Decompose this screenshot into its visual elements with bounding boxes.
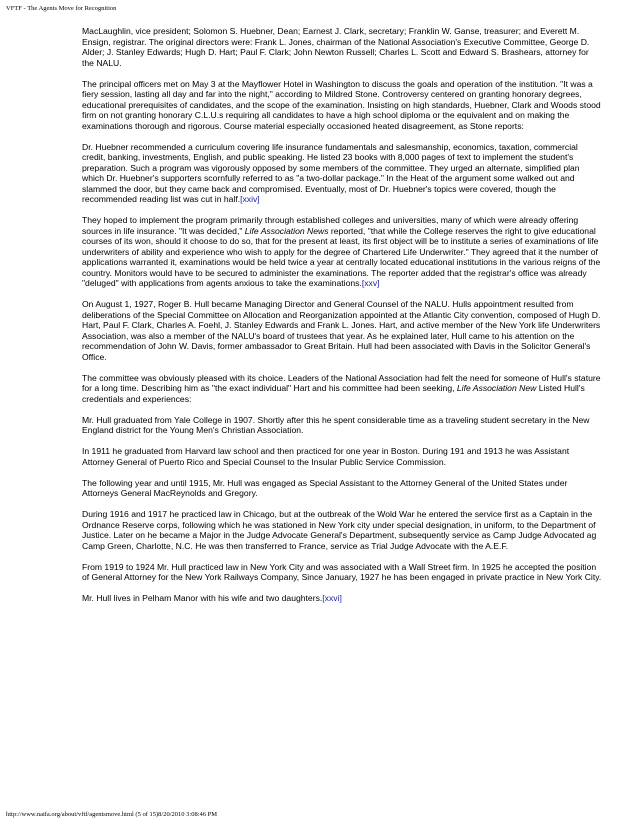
paragraph-text: Listed Hull's credentials and experiences: [82,383,585,404]
footnote-link-xxv[interactable]: [xxv] [361,278,380,288]
blockquote-pelham-manor [82,593,602,604]
publication-title: Life Association News [244,225,329,236]
blockquote-war-service: During 1916 and 1917 he practiced law in Chicago, but at the outbreak of the Wold War he entered the service first as a Captain in the Ordnance Reserve corps, following which he was stationed in New York city under special designation, in uniform, to the Department of Justice. Later on he became a Major in the Judge Advocate General's Department, subsequently service as Camp Judge Advocated ag Camp Green, Charlotte, N.C. He was then transferred to France, service as Trial Judge Advocate with the A.E.F. [82,509,597,551]
paragraph-text: reported, "that while the College reserves the right to give educational courses of its won, should it choose to do so, that for the present at least, its first object will be to institute a series of examinations of life underwriters of ability and experience who wish to apply for the degree of Chartered Life Underwriter." They agreed that it the number of applications warranted it, examinations would be held twice a year at centrally located educational institutions in the various reigns of the country. Monitors would have to be secured to administer the examinations. The reporter added that the registrar's office was already "deluged" with applications from agents anxious to take the examinations. [82,225,601,288]
blockquote-curriculum [82,142,602,205]
page-footer-url: http://www.naifa.org/about/vftf/agentsmove.html (5 of 15)8/20/2010 3:08:46 PM [6,811,218,818]
blockquote-attorney-general: The following year and until 1915, Mr. Hull was engaged as Special Assistant to the Attorney General of the United States under Attorneys General MacReynolds and Gregory. [82,477,568,498]
paragraph-implementation [82,215,602,289]
footnote-link-xxvi[interactable]: [xxvi] [322,593,342,603]
page-header: VFTF - The Agents Move for Recognition [6,5,117,12]
blockquote-harvard: In 1911 he graduated from Harvard law school and then practiced for one year in Boston. During 191 and 1913 he was Assistant Attorney General of Puerto Rico and Special Counsel to the Insular Public Service Commission. [82,446,570,467]
paragraph-text: They hoped to implement the program primarily through established colleges and universities, many of which were already offering sources in life insurance. "It was decided," [82,215,579,236]
paragraph-officers-meeting: The principal officers met on May 3 at the Mayflower Hotel in Washington to discuss the goals and operation of the institution. "It was a fiery session, lasting all day and far into the night," according to Mildred Stone. Controversy centered on granting honorary degrees, educational prerequisites of candidates, and the scope of the examination. Insisting on high standards, Huebner, Clark and Woods stood firm on not granting honorary C.L.U.s requiring all candidates to have a high school diploma or the equivalent and on making the examinations thorough and rigorous. Course material especially occasioned heated disagreement, as Stone reports: [82,78,601,131]
blockquote-new-york-practice: From 1919 to 1924 Mr. Hull practiced law in New York City and was associated with a Wall Street firm. In 1925 he accepted the position of General Attorney for the New York Railways Company, Since January, 1927 he has been engaged in private practice in New York City. [82,561,602,582]
paragraph-hull-appointment: On August 1, 1927, Roger B. Hull became Managing Director and General Counsel of the NALU. Hulls appointment resulted from deliberations of the Special Committee on Allocation and Reorganization appointed at the Atlantic City convention, composed of Hugh D. Hart, Paul F. Clark, Charles A. Foehl, J. Stanley Edwards and Frank L. Jones. Hart, and active member of the New York life Underwriters Association, was also a member of the NALU's board of trustees that year. As he explained later, Hull came to his attention on the recommendation of John W. Davis, former ambassador to Great Britain. Hull had been associated with Davis in the Solicitor General's Office. [82,299,601,362]
blockquote-text: Mr. Hull lives in Pelham Manor with his wife and two daughters. [82,593,323,603]
paragraph-directors: MacLaughlin, vice president; Solomon S. Huebner, Dean; Earnest J. Clark, secretary; Franklin W. Ganse, treasurer; and Everett M. Ensign, registrar. The original directors were: Frank L. Jones, chairman of the National Association's Executive Committee, George D. Alder; J. Stanley Edwards; Hugh D. Hart; Paul F. Clark; John Newton Russell; Charles L. Scott and Edward S. Brashears, attorney for the NALU. [82,26,590,68]
footnote-link-xxiv[interactable]: [xxiv] [240,194,260,204]
publication-title: Life Association New [456,383,537,393]
paragraph-text: The committee was obviously pleased with its choice. Leaders of the National Association had felt the need for someone of Hull's stature for a long time. Describing him as "the exact individual" Hart and his committee had been seeking, [82,372,601,393]
blockquote-text: Dr. Huebner recommended a curriculum covering life insurance fundamentals and salesmanship, economics, taxation, commercial credit, banking, investments, English, and public speaking. He listed 23 books with 8,000 pages of text to implement the student's preparation. Such a program was vigorously opposed by some members of the committee. They urged an alternate, simplified plan which Dr. Huebner's supporters scornfully referred to as "a two-dollar package." In the Heat of the argument some walked out and slammed the door, but they came back and compromised. Eventually, most of Dr. Huebner's topics were covered, though the recommended reading list was cut in half. [82,141,580,204]
blockquote-yale: Mr. Hull graduated from Yale College in 1907. Shortly after this he spent considerable time as a traveling student secretary in the New England district for the Young Men's Christian Association. [82,414,590,435]
article-body [82,26,602,614]
paragraph-committee-choice [82,373,602,405]
